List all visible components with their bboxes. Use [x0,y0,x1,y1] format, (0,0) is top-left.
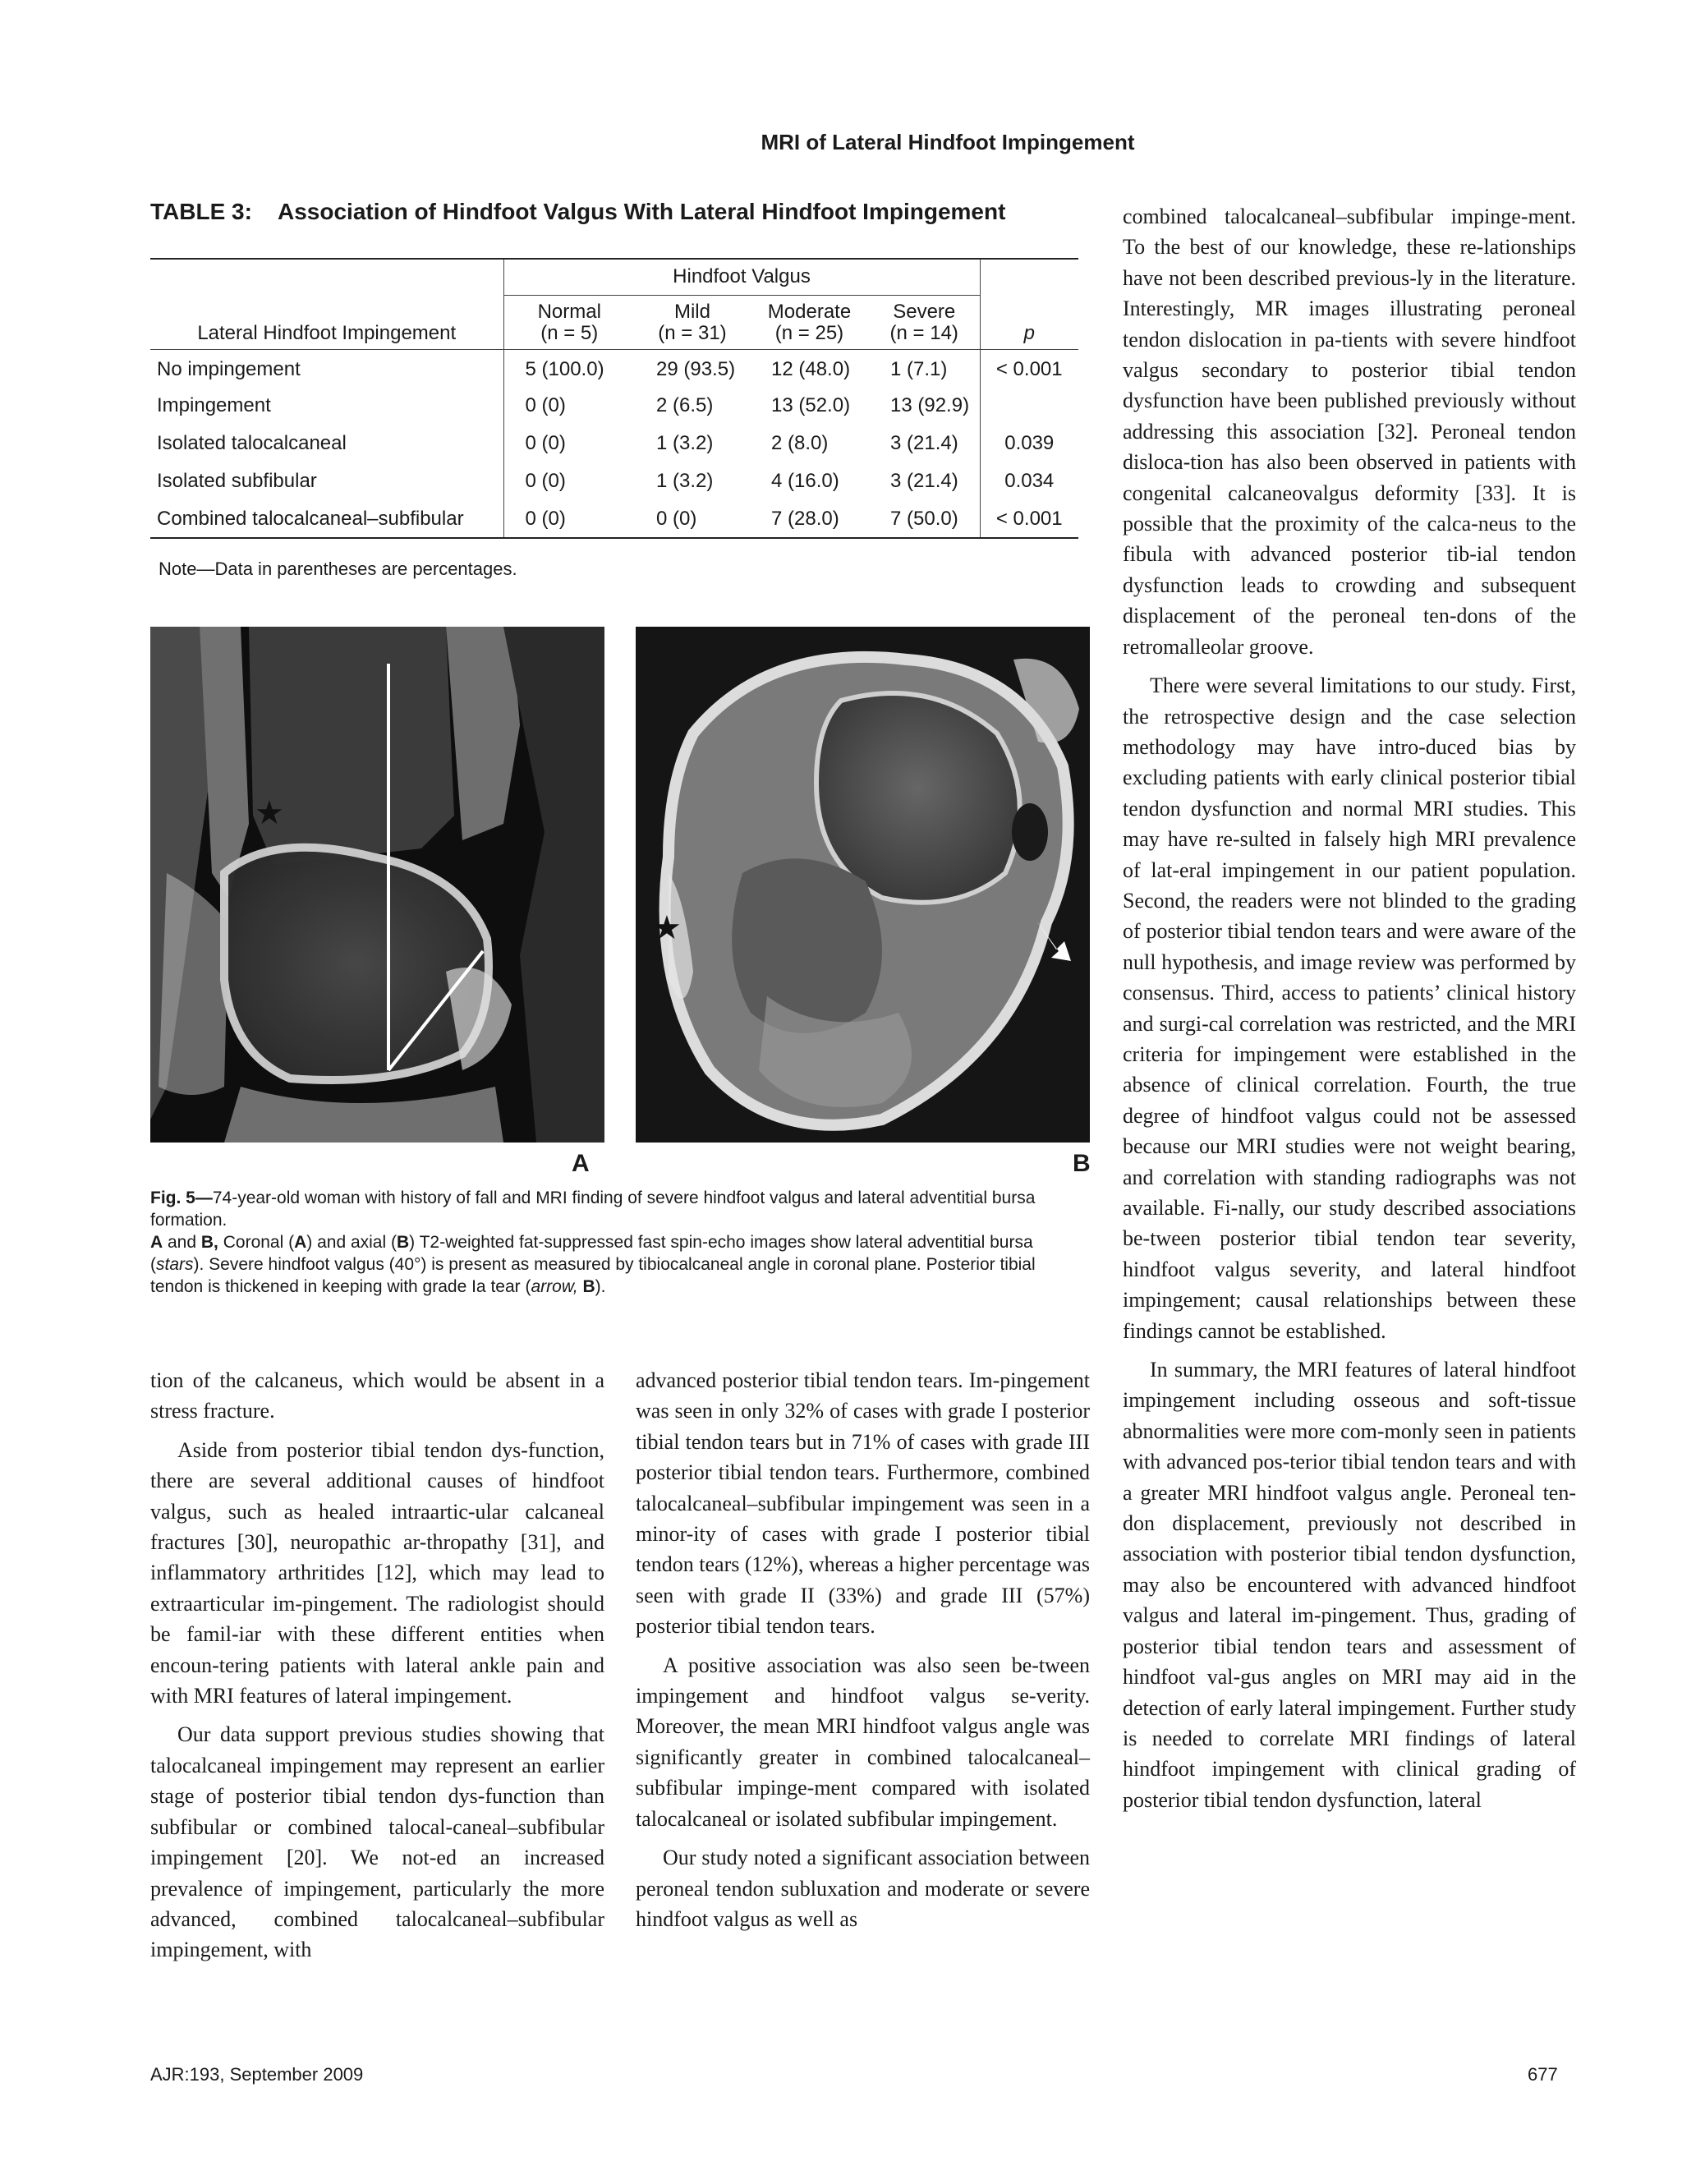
panel-b-label: B [1073,1150,1091,1177]
running-head: MRI of Lateral Hindfoot Impingement [761,130,1135,154]
column-header: Mild (n = 31) [635,295,750,349]
footer-journal: AJR:193, September 2009 [150,2064,364,2085]
mri-panel-b [636,627,1090,1143]
p-header: p [980,295,1078,349]
table-title [150,197,1078,226]
left-column [150,1365,604,1966]
paragraph: combined talocalcaneal–subfibular impinge-ment. To the best of our knowledge, these re-lationships have not been described previous-ly in the literature. Interestingly, MR images illustrating peroneal tendon dislocation in pa-tients with severe hindfoot valgus secondary to posterior tibial tendon dysfunction have been published previously without addressing this association [32]. Peroneal tendon disloca-tion has also been observed in patients with congenital calcaneovalgus deformity [33]. It is possible that the proximity of the calca-neus to the fibula with advanced posterior tib-ial tendon dysfunction leads to crowding and subsequent displacement of the peroneal ten-dons of the retromalleolar groove. [1123,205,1576,659]
table-row: No impingement 5 (100.0) 29 (93.5) 12 (48.0) 1 (7.1) < 0.001 [150,349,1078,387]
middle-column [636,1365,1090,1934]
table-row: Isolated subfibular 0 (0) 1 (3.2) 4 (16.0) 3 (21.4) 0.034 [150,462,1078,500]
paragraph: A positive association was also seen be-tween impingement and hindfoot valgus se-verity. Moreover, the mean MRI hindfoot valgus angle was significantly greater in combined talocalcaneal–subfibular impinge-ment compared with isolated talocalcaneal or isolated subfibular impingement. [636,1653,1090,1831]
group-header: Hindfoot Valgus [503,259,980,295]
paragraph: tion of the calcaneus, which would be absent in a stress fracture. [150,1368,604,1423]
caption-line-2: A and B, Coronal (A) and axial (B) T2-weighted fat-suppressed fast spin-echo images show lateral adventitial bursa (stars). Severe hindfoot valgus (40°) is present as measured by tibiocalcaneal angle in coronal plane. Posterior tibial tendon is thickened in keeping with grade Ia tear (arrow, B). [150,1233,1036,1296]
paragraph: Our study noted a significant association between peroneal tendon subluxation and moderate or severe hindfoot valgus as well as [636,1846,1090,1931]
caption-line-1: Fig. 5—74-year-old woman with history of fall and MRI finding of severe hindfoot valgus and lateral adventitial bursa formation. [150,1189,1036,1230]
star-marker: ★ [652,909,682,947]
row-header: Lateral Hindfoot Impingement [150,295,503,349]
panel-a-label: A [572,1150,590,1177]
paragraph: There were several limitations to our study. First, the retrospective design and the case selection methodology may have intro-duced bias by excluding patients with early clinical posterior tibial tendon dysfunction and normal MRI studies. This may have re-sulted in falsely high MRI prevalence of lat-eral impingement in our patient population. Second, the readers were not blinded to the grading of posterior tibial tendon tears and were aware of the null hypothesis, and image review was performed by consensus. Third, access to patients’ clinical history and surgi-cal correlation was restricted, and the MRI criteria for impingement were established in the absence of clinical correlation. Fourth, the true degree of hindfoot valgus could not be assessed because our MRI studies were not weight bearing, and correlation with standing radiographs was not available. Fi-nally, our study described associations be-tween posterior tibial tendon tear severity, hindfoot valgus severity, and lateral hindfoot impingement; causal relationships between these findings cannot be established. [1123,674,1576,1343]
paragraph: Our data support previous studies showing that talocalcaneal impingement may represent an earlier stage of posterior tibial tendon dys-function than subfibular or combined talocal-caneal–subfibular impingement [20]. We not-ed an increased prevalence of impingement, particularly the more advanced, combined talocalcaneal–subfibular impingement, with [150,1722,604,1962]
mri-axial-image [636,627,1090,1143]
right-column [1123,201,1576,1815]
paragraph: advanced posterior tibial tendon tears. Im-pingement was seen in only 32% of cases with grade I posterior tibial tendon tears but in 71% of cases with grade III posterior tibial tendon tears. Furthermore, combined talocalcaneal–subfibular impingement was seen in a minor-ity of cases with grade I posterior tibial tendon tears (12%), whereas a higher percentage was seen with grade II (33%) and grade III (57%) posterior tibial tendon tears. [636,1368,1090,1639]
table-title-text: Association of Hindfoot Valgus With Lateral Hindfoot Impingement [278,199,1006,224]
table-row: Combined talocalcaneal–subfibular 0 (0) 0 (0) 7 (28.0) 7 (50.0) < 0.001 [150,500,1078,538]
table-row: Impingement 0 (0) 2 (6.5) 13 (52.0) 13 (92.9) [150,387,1078,425]
column-header: Normal (n = 5) [503,295,635,349]
column-header: Severe (n = 14) [869,295,980,349]
mri-coronal-image [150,627,604,1143]
figure-caption [150,1187,1082,1298]
table-note: Note—Data in parentheses are percentages. [159,559,517,579]
paragraph: Aside from posterior tibial tendon dys-function, there are several additional causes of hindfoot valgus, such as healed intraartic-ular calcaneal fractures [30], neuropathic ar-thropathy [31], and inflammatory arthritides [12], which may lead to extraarticular im-pingement. The radiologist should be famil-iar with these different entities when encoun-tering patients with lateral ankle pain and with MRI features of lateral impingement. [150,1437,604,1708]
table-label: TABLE 3: [150,199,252,224]
star-marker: ★ [255,794,284,832]
page-number: 677 [1528,2064,1558,2085]
column-header: Moderate (n = 25) [750,295,869,349]
data-table [150,258,1078,539]
paragraph: In summary, the MRI features of lateral hindfoot impingement including osseous and soft-tissue abnormalities were more com-monly seen in patients with advanced pos-terior tibial tendon tears and with a greater MRI hindfoot valgus angle. Peroneal ten-don displacement, previously not described in association with posterior tibial tendon dysfunction, may also be encountered with advanced hindfoot valgus and lateral im-pingement. Thus, grading of posterior tibial tendon tears and assessment of hindfoot val-gus angles on MRI may aid in the detection of early lateral impingement. Further study is needed to correlate MRI findings of lateral hindfoot impingement with clinical grading of posterior tibial tendon dysfunction, lateral [1123,1358,1576,1812]
mri-panel-a [150,627,604,1143]
table-row: Isolated talocalcaneal 0 (0) 1 (3.2) 2 (8.0) 3 (21.4) 0.039 [150,425,1078,462]
